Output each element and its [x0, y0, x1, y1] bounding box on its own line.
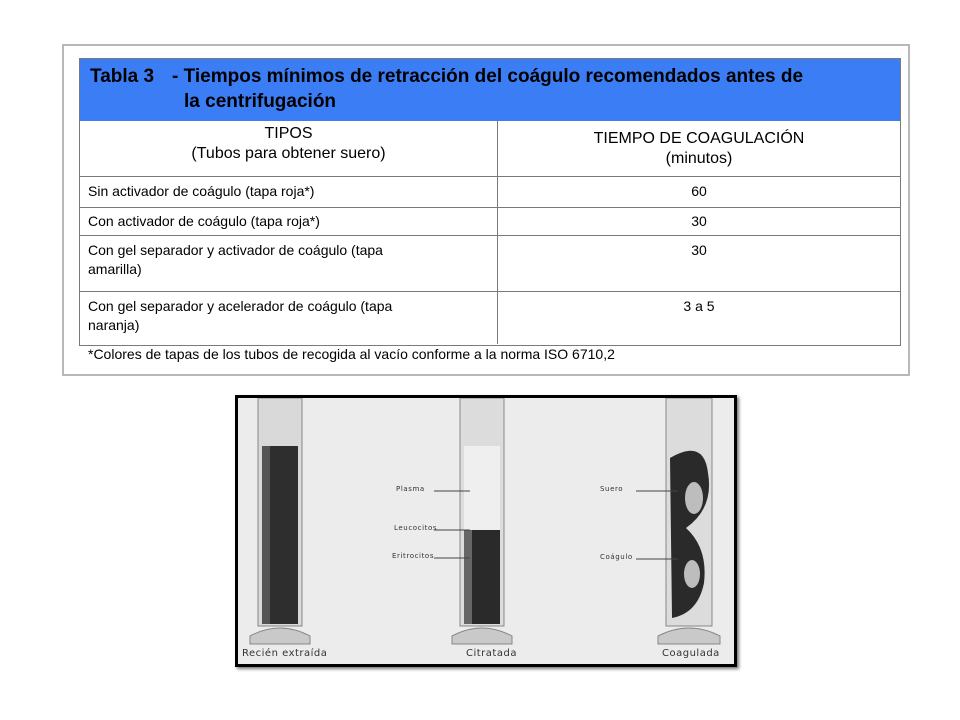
label-plasma: Plasma — [396, 485, 425, 493]
column-header-types — [80, 121, 498, 177]
column-header-time — [498, 121, 900, 177]
data-table — [79, 58, 901, 346]
caption-citratada: Citratada — [466, 648, 517, 659]
table-row-type: Con gel separador y activador de coágulo (tapa amarilla) — [80, 236, 498, 292]
label-eritrocitos: Eritrocitos — [392, 552, 435, 560]
column-header-time-line1: TIEMPO DE COAGULACIÓN — [593, 130, 805, 147]
caption-coagulada: Coagulada — [662, 648, 720, 659]
tube-recien-extraida — [250, 398, 310, 644]
column-header-types-line2: (Tubos para obtener suero) — [191, 145, 386, 162]
label-leucocitos: Leucocitos — [394, 524, 438, 532]
table-row-time: 30 — [498, 208, 900, 236]
table-row-time: 60 — [498, 177, 900, 208]
column-header-types-line1: TIPOS — [264, 125, 313, 142]
table-row-type: Con gel separador y acelerador de coágulo (tapa naranja) — [80, 292, 498, 344]
table-title-line2: la centrifugación — [184, 91, 337, 112]
table-row-type: Con activador de coágulo (tapa roja*) — [80, 208, 498, 236]
table-title-label: Tabla 3 — [90, 66, 155, 87]
table-footnote: *Colores de tapas de los tubos de recogida al vacío conforme a la norma ISO 6710,2 — [88, 346, 615, 362]
label-coagulo: Coágulo — [600, 553, 633, 561]
table-row-type: Sin activador de coágulo (tapa roja*) — [80, 177, 498, 208]
table-title — [80, 59, 900, 121]
table-row-time: 30 — [498, 236, 900, 292]
table-row-time: 3 a 5 — [683, 298, 715, 314]
label-suero: Suero — [600, 485, 624, 493]
blood-tubes-figure — [235, 395, 737, 667]
column-header-time-line2: (minutos) — [665, 150, 733, 167]
tubes-illustration — [238, 398, 734, 664]
table-title-line1: - Tiempos mínimos de retracción del coágulo recomendados antes de — [172, 66, 804, 87]
table-frame — [62, 44, 910, 376]
caption-recien-extraida: Recién extraída — [242, 648, 328, 659]
